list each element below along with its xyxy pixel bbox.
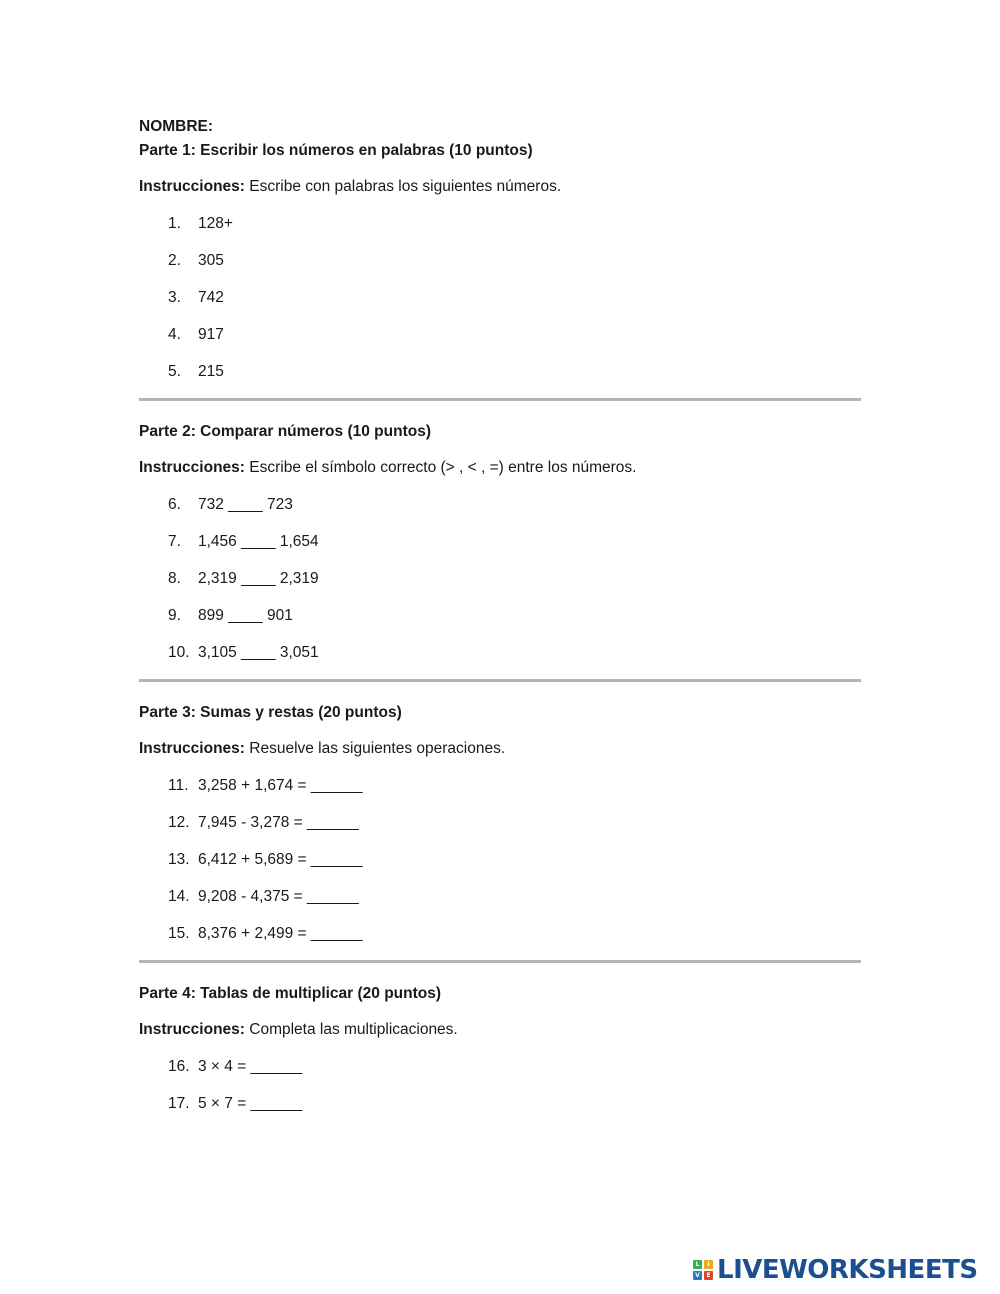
section-divider: [139, 398, 861, 401]
logo-blocks-icon: [693, 1260, 713, 1280]
item-number: 12.: [168, 814, 190, 831]
list-item: [139, 494, 861, 515]
instructions-label: Instrucciones:: [139, 740, 245, 757]
list-item: [139, 849, 861, 870]
item-number: 9.: [168, 607, 181, 624]
list-item: [139, 1056, 861, 1077]
section-divider: [139, 679, 861, 682]
logo-block-v: V: [693, 1271, 702, 1280]
list-item: [139, 923, 861, 944]
list-item: [139, 361, 861, 382]
section-title: Parte 1: Escribir los números en palabras (10 puntos): [139, 142, 533, 159]
logo-text: LIVEWORKSHEETS: [717, 1255, 978, 1285]
list-item: [139, 287, 861, 308]
list-item: [139, 1093, 861, 1114]
name-label: NOMBRE:: [139, 118, 214, 135]
list-item: [139, 531, 861, 552]
item-text: 3 × 4 = ______: [198, 1058, 303, 1075]
section-4: [139, 983, 861, 1114]
item-number: 8.: [168, 570, 181, 587]
instructions-text: Escribe con palabras los siguientes números.: [244, 178, 562, 195]
list-item: [139, 642, 861, 663]
instructions-text: Completa las multiplicaciones.: [244, 1021, 458, 1038]
item-number: 1.: [168, 215, 181, 232]
item-number: 14.: [168, 888, 190, 905]
item-text: 917: [198, 326, 224, 343]
section-title: Parte 4: Tablas de multiplicar (20 puntos): [139, 985, 442, 1002]
item-number: 2.: [168, 252, 181, 269]
item-text: 899 ____ 901: [198, 607, 293, 624]
list-item: [139, 886, 861, 907]
item-number: 16.: [168, 1058, 190, 1075]
section-2: [139, 421, 861, 663]
instructions-label: Instrucciones:: [139, 459, 245, 476]
item-text: 732 ____ 723: [198, 496, 293, 513]
section-3: [139, 702, 861, 944]
item-number: 11.: [168, 777, 189, 794]
item-text: 3,258 + 1,674 = ______: [198, 777, 363, 794]
item-text: 9,208 - 4,375 = ______: [198, 888, 359, 905]
logo-block-i: I: [704, 1260, 713, 1269]
item-number: 6.: [168, 496, 181, 513]
item-number: 17.: [168, 1095, 190, 1112]
item-text: 128+: [198, 215, 233, 232]
list-item: [139, 250, 861, 271]
list-item: [139, 568, 861, 589]
instructions: [139, 176, 861, 197]
section-title: Parte 2: Comparar números (10 puntos): [139, 423, 431, 440]
item-text: 3,105 ____ 3,051: [198, 644, 319, 661]
item-number: 15.: [168, 925, 190, 942]
item-number: 13.: [168, 851, 190, 868]
liveworksheets-logo[interactable]: [693, 1255, 978, 1285]
instructions-label: Instrucciones:: [139, 1021, 245, 1038]
worksheet: [139, 116, 861, 1130]
item-text: 7,945 - 3,278 = ______: [198, 814, 359, 831]
item-number: 7.: [168, 533, 181, 550]
item-text: 215: [198, 363, 224, 380]
instructions: [139, 1019, 861, 1040]
item-text: 1,456 ____ 1,654: [198, 533, 319, 550]
item-number: 10.: [168, 644, 190, 661]
list-item: [139, 213, 861, 234]
item-text: 742: [198, 289, 224, 306]
list-item: [139, 324, 861, 345]
item-number: 4.: [168, 326, 181, 343]
logo-block-e: E: [704, 1271, 713, 1280]
item-text: 2,319 ____ 2,319: [198, 570, 319, 587]
item-number: 5.: [168, 363, 181, 380]
list-item: [139, 605, 861, 626]
section-1: [139, 140, 861, 382]
instructions: [139, 738, 861, 759]
logo-block-l: L: [693, 1260, 702, 1269]
instructions-label: Instrucciones:: [139, 178, 245, 195]
instructions-text: Escribe el símbolo correcto (> , < , =) entre los números.: [244, 459, 637, 476]
item-number: 3.: [168, 289, 181, 306]
item-text: 5 × 7 = ______: [198, 1095, 303, 1112]
item-text: 305: [198, 252, 224, 269]
item-text: 8,376 + 2,499 = ______: [198, 925, 363, 942]
item-text: 6,412 + 5,689 = ______: [198, 851, 363, 868]
section-divider: [139, 960, 861, 963]
list-item: [139, 812, 861, 833]
instructions-text: Resuelve las siguientes operaciones.: [244, 740, 506, 757]
section-title: Parte 3: Sumas y restas (20 puntos): [139, 704, 402, 721]
list-item: [139, 775, 861, 796]
instructions: [139, 457, 861, 478]
